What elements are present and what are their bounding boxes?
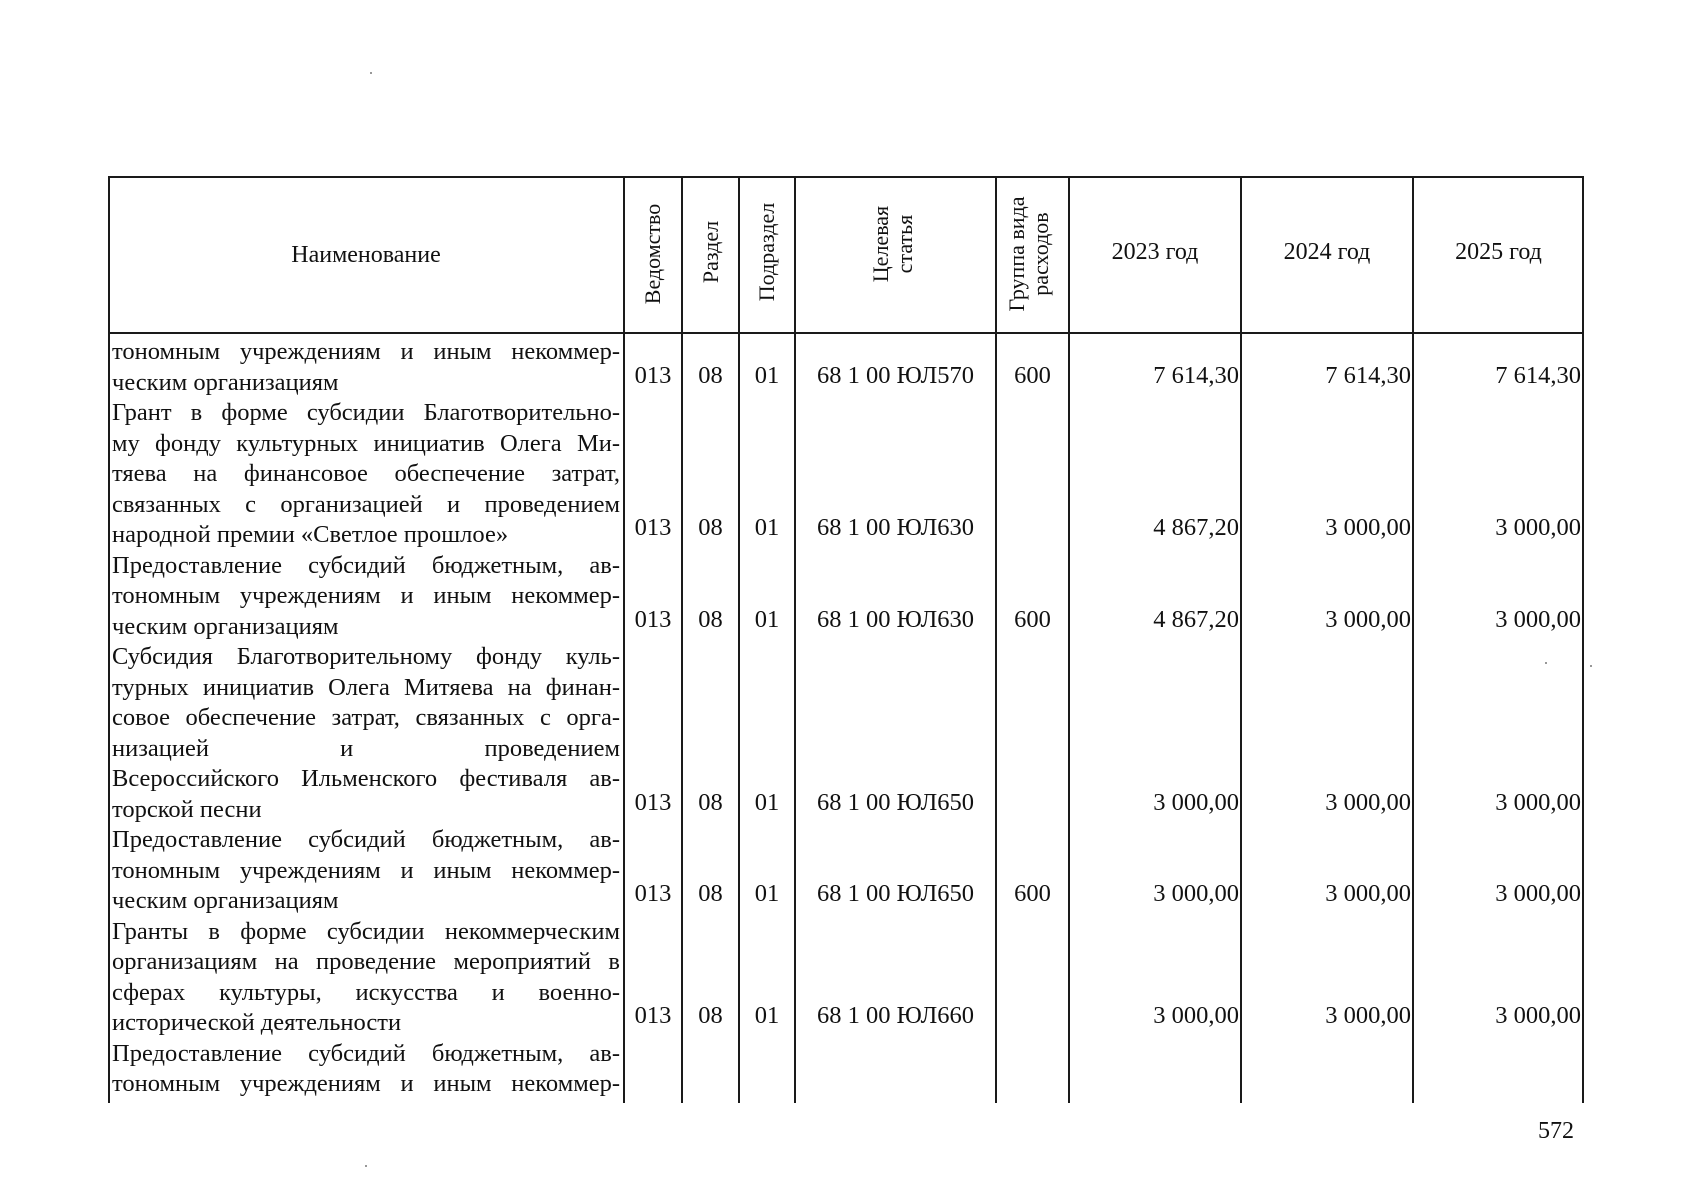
row-podrazdel: 01 — [754, 605, 780, 633]
header-group-line2: расходов — [1028, 212, 1053, 296]
header-razdel-text: Раздел — [698, 220, 723, 284]
row-group: 600 — [1014, 880, 1051, 907]
row-vedomstvo: 013 — [634, 605, 672, 633]
page-number: 572 — [1538, 1118, 1574, 1144]
row-group: 600 — [1014, 361, 1051, 389]
scan-speck — [365, 1165, 367, 1167]
row-y2024: 3 000,00 — [1325, 880, 1411, 907]
row-podrazdel: 01 — [754, 361, 780, 389]
row-name-line: тономным учреждениям и иным некоммер- — [112, 338, 620, 365]
row-y2025: 3 000,00 — [1495, 788, 1581, 816]
table-body — [108, 176, 1584, 1103]
row-name-line: турных инициатив Олега Митяева на финан- — [112, 673, 620, 701]
row-y2023: 4 867,20 — [1153, 514, 1239, 541]
row-y2024: 3 000,00 — [1325, 605, 1411, 633]
row-name-line: Предоставление субсидий бюджетным, ав- — [112, 1039, 620, 1067]
row-name-line: торской песни — [112, 795, 262, 823]
row-name-line: низацией и проведением — [112, 734, 620, 762]
row-name-line: тономным учреждениям и иным некоммер- — [112, 856, 620, 884]
row-name-line: ческим организациям — [112, 887, 339, 914]
row-name-line: тономным учреждениям и иным некоммер- — [112, 1070, 620, 1097]
row-name-line: Предоставление субсидий бюджетным, ав- — [112, 551, 620, 579]
row-y2024: 3 000,00 — [1325, 1002, 1411, 1029]
row-target: 68 1 00 ЮЛ630 — [817, 605, 974, 633]
row-name-line: сферах культуры, искусства и военно- — [112, 978, 620, 1006]
row-target: 68 1 00 ЮЛ650 — [817, 788, 974, 816]
row-y2025: 3 000,00 — [1495, 1002, 1581, 1029]
row-razdel: 08 — [698, 880, 723, 907]
row-name-line: исторической деятельности — [112, 1009, 402, 1036]
row-y2023: 3 000,00 — [1153, 1002, 1239, 1029]
row-vedomstvo: 013 — [634, 1002, 672, 1029]
row-name-line: Грант в форме субсидии Благотворительно- — [112, 399, 620, 426]
row-y2025: 7 614,30 — [1495, 361, 1581, 389]
row-y2024: 7 614,30 — [1325, 361, 1411, 389]
row-target: 68 1 00 ЮЛ630 — [817, 514, 974, 541]
row-y2024: 3 000,00 — [1325, 788, 1411, 816]
row-name-line: Всероссийского Ильменского фестиваля ав- — [112, 765, 620, 792]
row-y2024: 3 000,00 — [1325, 514, 1411, 541]
row-target: 68 1 00 ЮЛ650 — [817, 880, 974, 907]
row-razdel: 08 — [698, 1002, 723, 1029]
row-name-line: тяева на финансовое обеспечение затрат, — [112, 460, 620, 487]
row-name-line: му фонду культурных инициатив Олега Ми- — [112, 429, 620, 457]
row-target: 68 1 00 ЮЛ660 — [817, 1002, 974, 1029]
header-name-text: Наименование — [291, 241, 441, 268]
header-target-line2: статья — [892, 214, 917, 274]
row-name-line: ческим организациям — [112, 368, 339, 396]
row-y2025: 3 000,00 — [1495, 880, 1581, 907]
row-y2023: 7 614,30 — [1153, 361, 1239, 389]
row-name-line: совое обеспечение затрат, связанных с орга- — [112, 704, 620, 731]
row-razdel: 08 — [698, 361, 723, 389]
row-y2025: 3 000,00 — [1495, 605, 1581, 633]
row-vedomstvo: 013 — [634, 880, 672, 907]
row-name-line: народной премии «Светлое прошлое» — [112, 521, 509, 548]
header-2024-text: 2024 год — [1283, 239, 1371, 265]
row-podrazdel: 01 — [754, 514, 780, 541]
row-name-line: тономным учреждениям и иным некоммер- — [112, 582, 620, 609]
row-razdel: 08 — [698, 788, 723, 816]
scan-speck — [1545, 662, 1547, 664]
row-y2023: 3 000,00 — [1153, 880, 1239, 907]
row-razdel: 08 — [698, 514, 723, 541]
row-name-line: организациям на проведение мероприятий в — [112, 948, 620, 975]
row-razdel: 08 — [698, 605, 723, 633]
scan-speck — [1590, 665, 1592, 667]
row-podrazdel: 01 — [754, 788, 780, 816]
header-2023-text: 2023 год — [1111, 239, 1199, 265]
row-name-line: Гранты в форме субсидии некоммерческим — [112, 917, 620, 945]
header-target-line1: Целевая — [868, 205, 893, 283]
row-podrazdel: 01 — [754, 880, 780, 907]
row-y2025: 3 000,00 — [1495, 514, 1581, 541]
row-vedomstvo: 013 — [634, 514, 672, 541]
budget-table — [108, 176, 1584, 1103]
row-y2023: 3 000,00 — [1153, 788, 1239, 816]
row-y2023: 4 867,20 — [1153, 605, 1239, 633]
row-name-line: Предоставление субсидий бюджетным, ав- — [112, 826, 620, 853]
row-podrazdel: 01 — [754, 1002, 780, 1029]
row-target: 68 1 00 ЮЛ570 — [817, 361, 974, 389]
row-name-line: ческим организациям — [112, 612, 339, 640]
header-podrazdel-text: Подраздел — [754, 202, 779, 302]
scan-speck — [370, 72, 372, 74]
row-name-line: Субсидия Благотворительному фонду куль- — [112, 643, 620, 670]
row-vedomstvo: 013 — [634, 361, 672, 389]
header-group-line1: Группа вида — [1004, 196, 1029, 312]
row-vedomstvo: 013 — [634, 788, 672, 816]
row-group: 600 — [1014, 605, 1051, 633]
header-vedomstvo-text: Ведомство — [640, 203, 665, 305]
row-name-line: связанных с организацией и проведением — [112, 490, 620, 518]
header-2025-text: 2025 год — [1455, 239, 1542, 265]
